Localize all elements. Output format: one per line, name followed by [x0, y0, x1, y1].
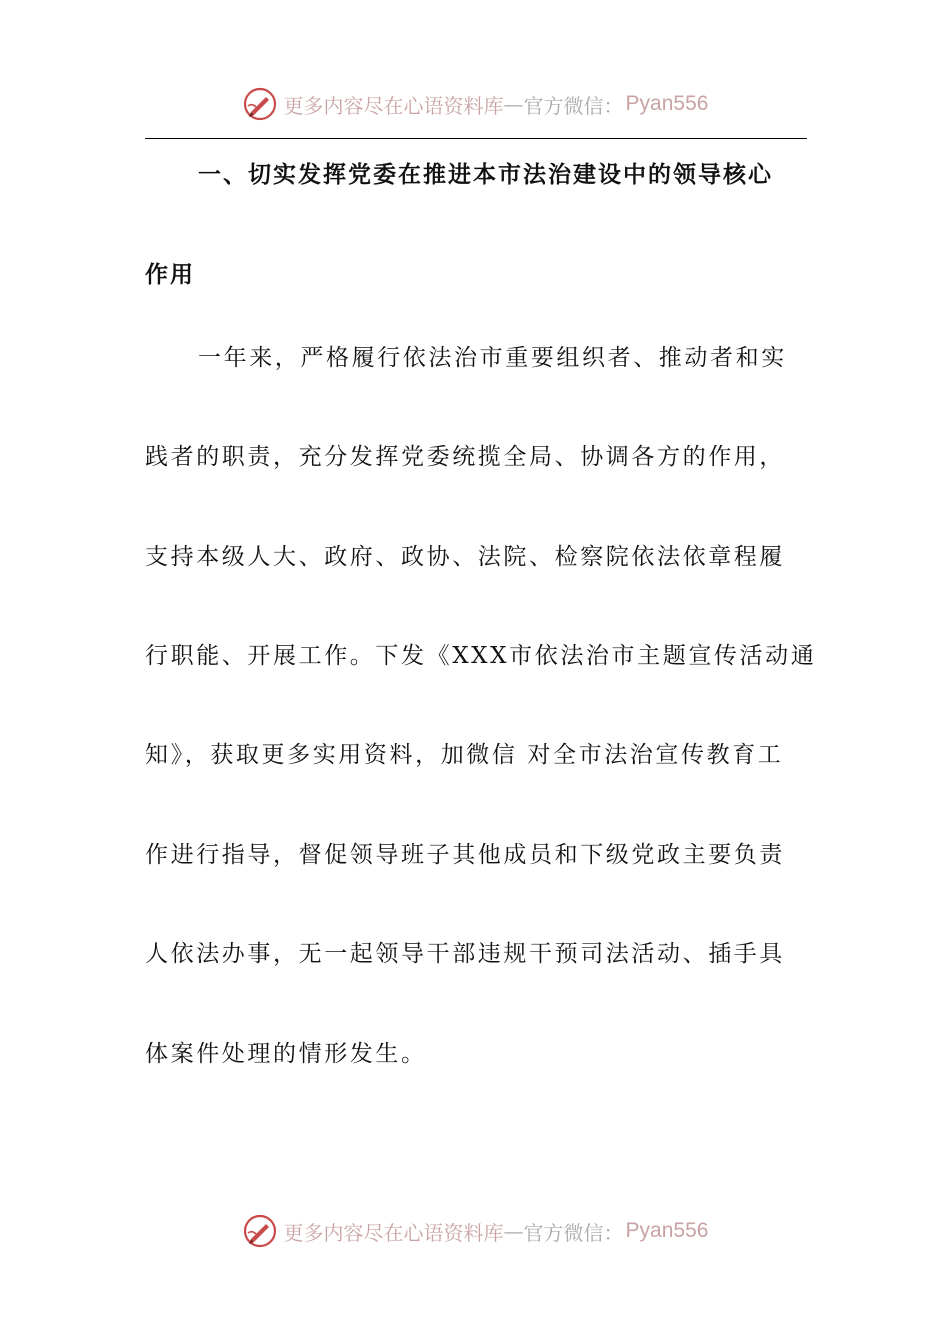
paragraph-line: 践者的职责，充分发挥党委统揽全局、协调各方的作用， — [145, 444, 785, 470]
paragraph-line: 知》，获取更多实用资料，加微信 对全市法治宣传教育工 — [145, 742, 784, 768]
banner-dash: — — [503, 92, 524, 116]
section-heading-line-1: 一、切实发挥党委在推进本市法治建设中的领导核心 — [198, 162, 773, 188]
banner-wechat-id: Pyan556 — [625, 92, 709, 115]
footer-banner — [0, 1207, 950, 1255]
banner-wechat-label: 官方微信： — [523, 93, 624, 118]
paragraph-line: 行职能、开展工作。下发《XXX市依法治市主题宣传活动通 — [145, 643, 817, 669]
banner-text: 更多内容尽在心语资料库 — [283, 1220, 504, 1245]
header-banner — [0, 80, 950, 128]
pen-logo-icon — [242, 86, 278, 122]
section-heading-line-2: 作用 — [145, 262, 195, 288]
banner-wechat-id: Pyan556 — [625, 1219, 709, 1242]
pen-logo-icon — [242, 1213, 278, 1249]
paragraph-line: 人依法办事，无一起领导干部违规干预司法活动、插手具 — [145, 941, 785, 967]
banner-dash: — — [503, 1219, 524, 1243]
banner-wechat-label: 官方微信： — [523, 1220, 624, 1245]
banner-text: 更多内容尽在心语资料库 — [283, 93, 504, 118]
paragraph-line: 作进行指导，督促领导班子其他成员和下级党政主要负责 — [145, 842, 785, 868]
header-divider — [145, 138, 807, 139]
paragraph-line: 支持本级人大、政府、政协、法院、检察院依法依章程履 — [145, 544, 785, 570]
paragraph-line: 体案件处理的情形发生。 — [145, 1041, 427, 1067]
paragraph-line: 一年来，严格履行依法治市重要组织者、推动者和实 — [198, 345, 787, 371]
